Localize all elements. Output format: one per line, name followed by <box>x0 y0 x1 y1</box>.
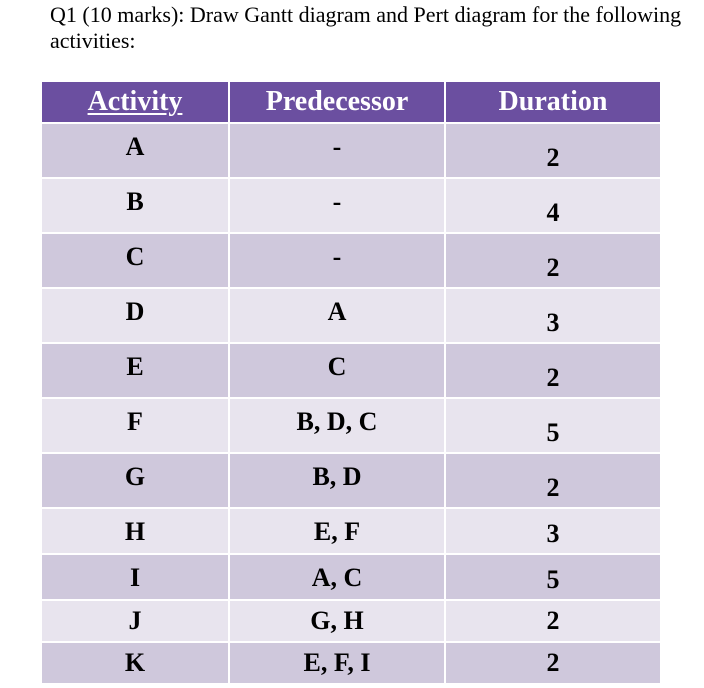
duration-cell: 2 <box>546 143 560 172</box>
table-row <box>42 179 660 234</box>
predecessor-cell: G, H <box>310 606 364 635</box>
activity-cell: B <box>126 187 144 216</box>
table-row <box>42 344 660 399</box>
predecessor-cell: E, F, I <box>303 648 371 677</box>
duration-cell: 4 <box>546 198 560 227</box>
table-row <box>42 643 660 685</box>
predecessor-cell: - <box>332 242 342 271</box>
table-header-row <box>42 82 660 124</box>
activity-cell: F <box>127 407 143 436</box>
activity-cell: K <box>124 648 146 677</box>
duration-cell: 3 <box>546 308 560 337</box>
table-row <box>42 454 660 509</box>
table-row <box>42 601 660 643</box>
duration-cell: 2 <box>546 253 560 282</box>
activity-table <box>42 82 660 685</box>
predecessor-cell: E, F <box>313 517 361 546</box>
table-row <box>42 509 660 555</box>
table-row <box>42 555 660 601</box>
predecessor-cell: B, D, C <box>296 407 378 436</box>
table-row <box>42 289 660 344</box>
table-row <box>42 124 660 179</box>
header-activity: Activity <box>42 82 230 122</box>
table-row <box>42 399 660 454</box>
duration-cell: 5 <box>546 565 560 594</box>
predecessor-cell: A, C <box>311 563 363 592</box>
activity-cell: J <box>128 606 142 635</box>
duration-cell: 3 <box>546 519 560 548</box>
header-duration: Duration <box>446 82 660 122</box>
table-row <box>42 234 660 289</box>
activity-cell: C <box>125 242 145 271</box>
header-predecessor: Predecessor <box>230 82 446 122</box>
duration-cell: 2 <box>546 473 560 502</box>
activity-cell: A <box>125 132 145 161</box>
predecessor-cell: - <box>332 132 342 161</box>
question-text: Q1 (10 marks): Draw Gantt diagram and Pert diagram for the following activities: <box>50 2 682 53</box>
duration-cell: 2 <box>546 606 560 635</box>
duration-cell: 2 <box>546 648 560 677</box>
activity-cell: D <box>125 297 145 326</box>
activity-cell: E <box>126 352 144 381</box>
predecessor-cell: C <box>327 352 347 381</box>
activity-cell: G <box>124 462 146 491</box>
activity-cell: H <box>124 517 146 546</box>
duration-cell: 5 <box>546 418 560 447</box>
activity-cell: I <box>129 563 141 592</box>
predecessor-cell: B, D <box>312 462 362 491</box>
predecessor-cell: - <box>332 187 342 216</box>
predecessor-cell: A <box>327 297 347 326</box>
duration-cell: 2 <box>546 363 560 392</box>
